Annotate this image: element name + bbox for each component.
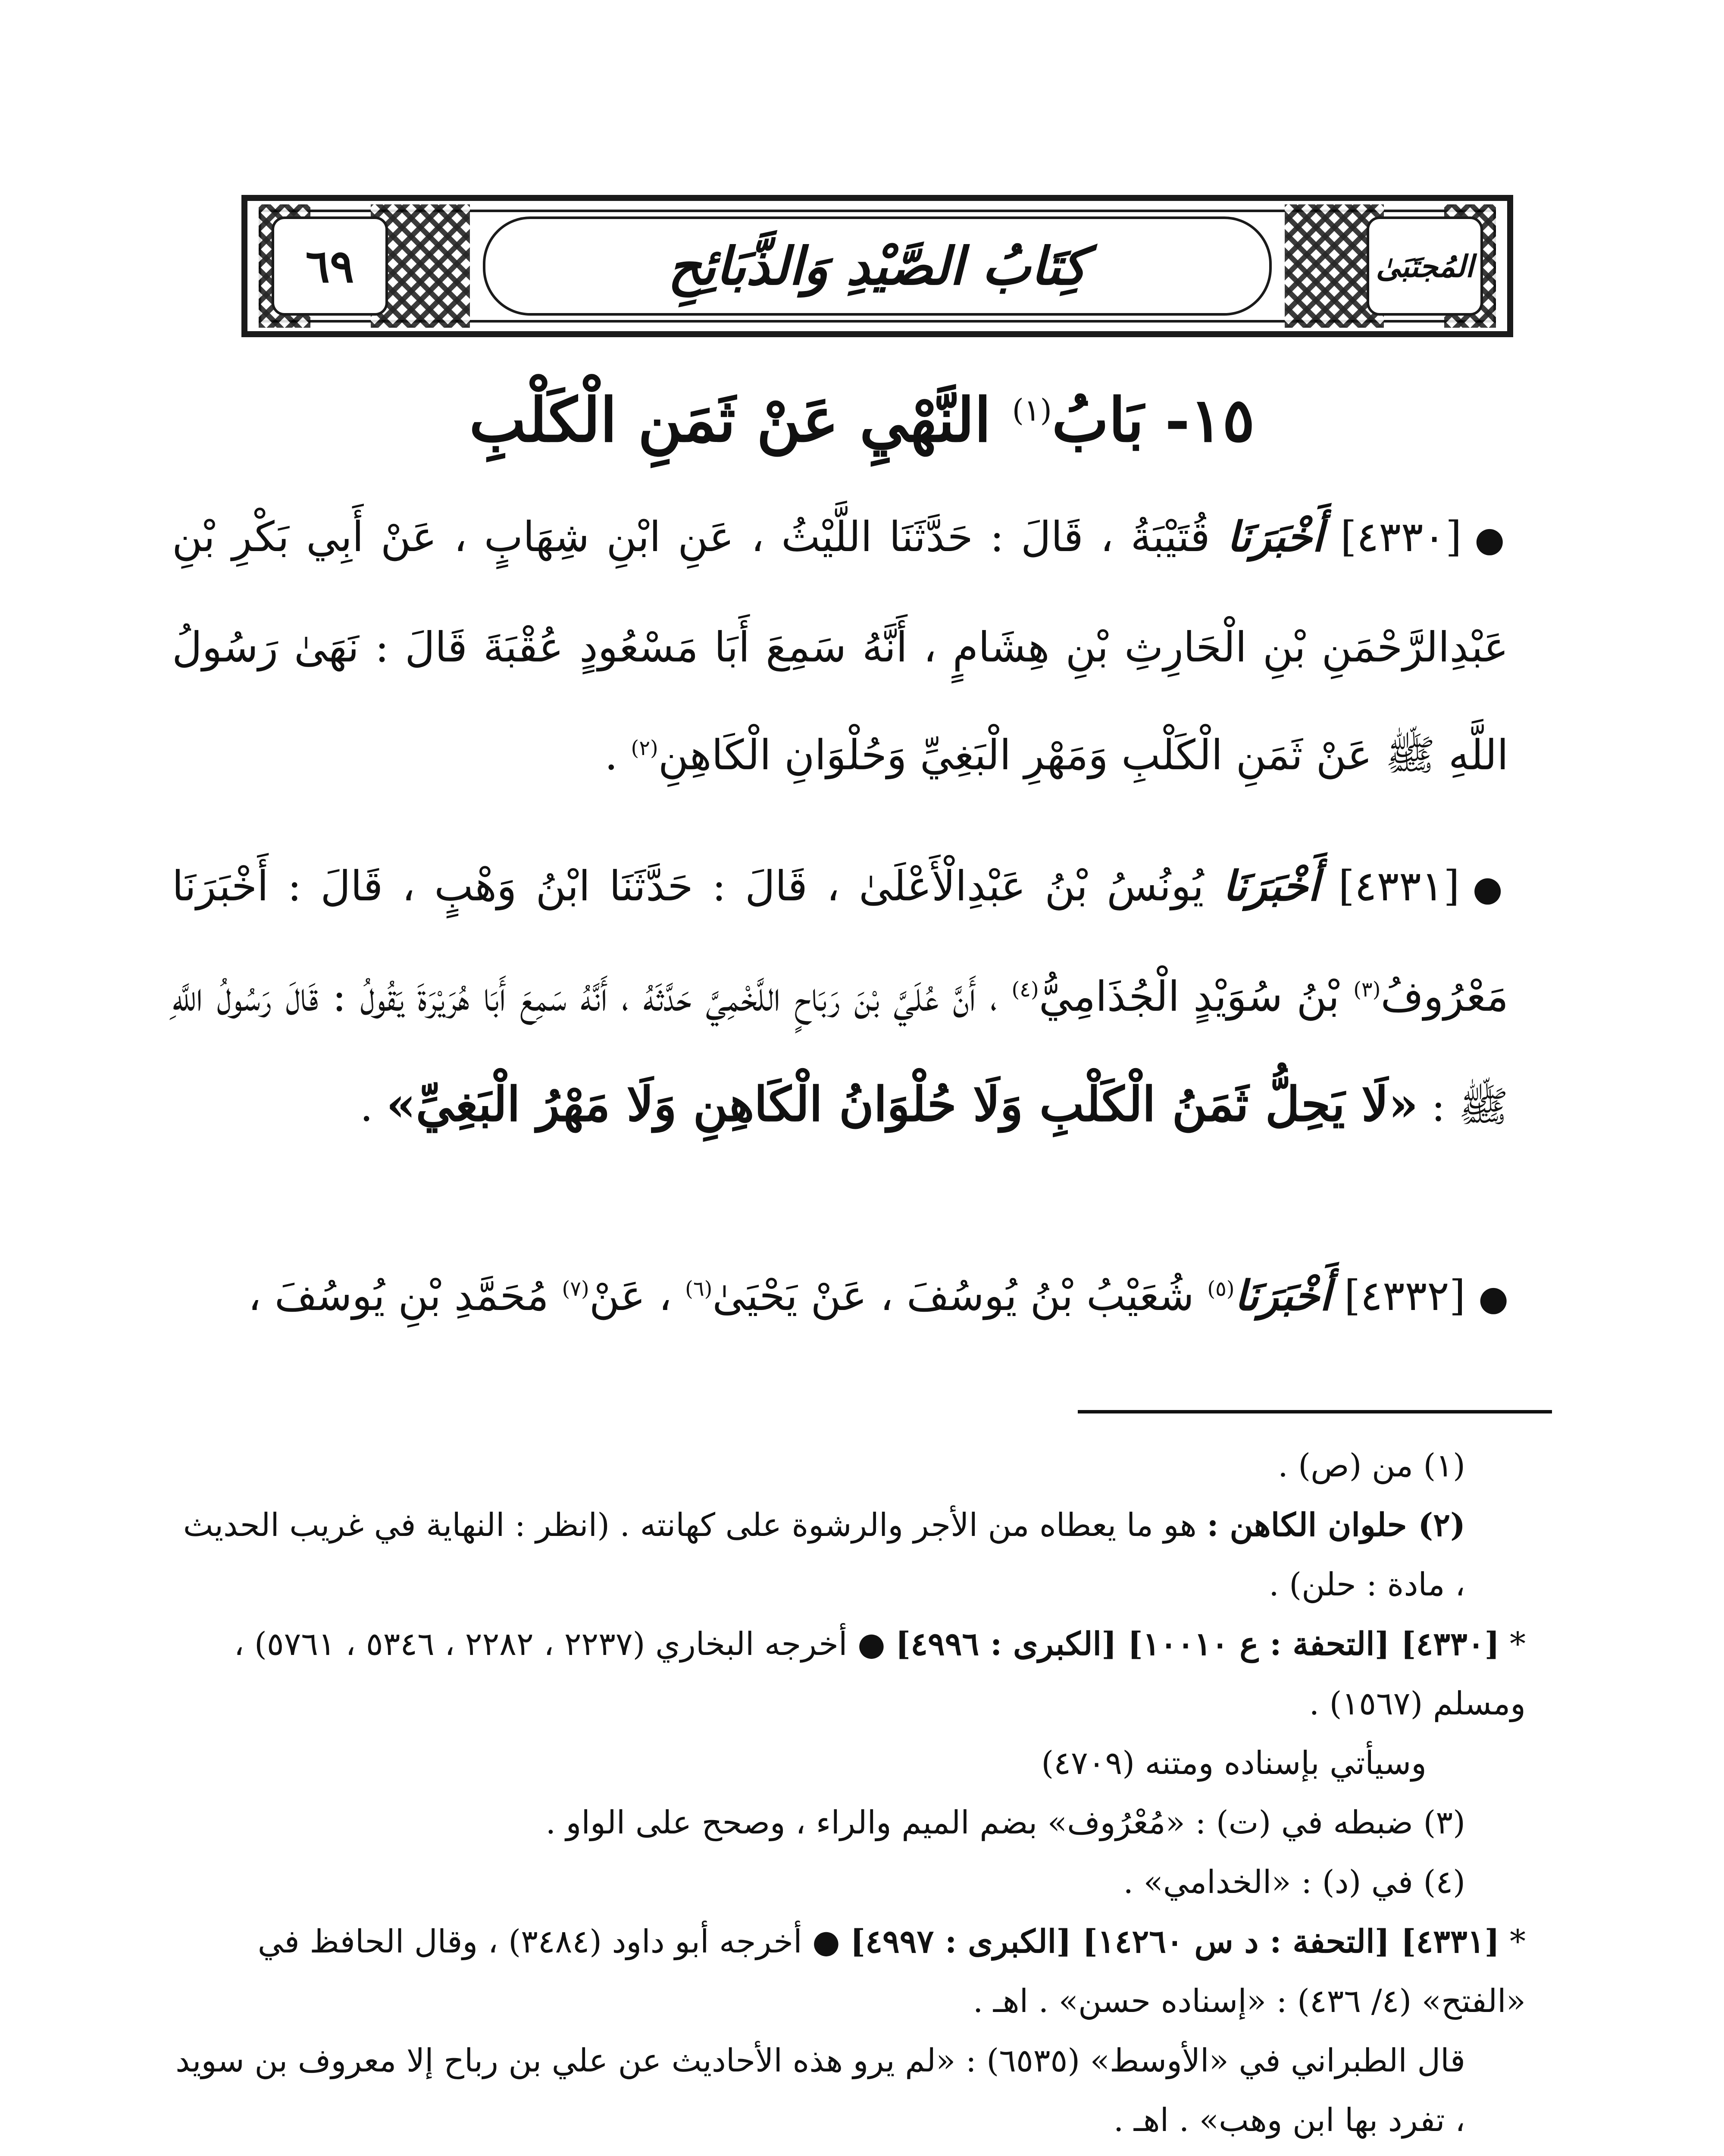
hadith-text: ، أَنَّ عُلَيَّ بْنَ رَبَاحٍ اللَّخْمِيَّ حَدَّثَهُ ، أَنَّهُ سَمِعَ أَبَا هُرَيْرَةَ يَقُولُ : قَالَ رَسُولُ اللَّهِ ﷺ :	[172, 972, 1508, 1131]
series-logo: المُجتَبَىٰ	[1376, 248, 1474, 284]
footnote-5	[1140, 2150, 1465, 2156]
bullet-icon: ●	[1474, 519, 1509, 559]
takhrij-4331-extra: قال الطبراني في «الأوسط» (٦٥٣٥) : «لم يرو هذه الأحاديث عن علي بن رباح إلا معروف بن سويد ، تفرد بها ابن وهب» . اهـ .	[175, 2042, 1465, 2139]
footnote-2-label: (٢) حلوان الكاهن :	[1207, 1507, 1465, 1544]
bullet-icon: ●	[812, 1923, 840, 1960]
footnotes	[163, 1436, 1526, 2156]
prophet-saying: «لَا يَحِلُّ ثَمَنُ الْكَلْبِ وَلَا حُلْوَانُ الْكَاهِنِ وَلَا مَهْرُ الْبَغِيِّ»	[386, 1076, 1418, 1132]
footnote-2-text: هو ما يعطاه من الأجر والرشوة على كهانته . (انظر : النهاية في غريب الحديث ، مادة : حلن) .	[183, 1507, 1465, 1603]
footnote-ref: (٦)	[685, 1277, 713, 1301]
asterisk-icon: *	[1510, 1923, 1526, 1960]
footnote-1: (١) من (ص) .	[1278, 1447, 1465, 1484]
hadith-4332	[172, 1242, 1508, 1352]
takhrij-text: أخرجه البخاري (٢٢٣٧ ، ٢٢٨٢ ، ٥٣٤٦ ، ٥٧٦١) ، ومسلم (١٥٦٧) .	[234, 1626, 1526, 1722]
footnote-4: (٤) في (د) : «الخدامي» .	[1123, 1864, 1465, 1901]
footnote-ref: (٥)	[1207, 1277, 1235, 1301]
page-number: ٦٩	[305, 239, 354, 293]
hadith-opening: أَخْبَرَنَا	[1227, 512, 1324, 561]
series-logo-box	[1367, 216, 1483, 316]
chapter-number: ١٥-	[1165, 385, 1255, 456]
hadith-ending: .	[604, 731, 631, 779]
hadith-text: يُونُسُ بْنُ عَبْدِالْأَعْلَىٰ ، قَالَ : حَدَّثَنَا ابْنُ وَهْبٍ ، قَالَ : أَخْبَرَنَا مَعْرُوفُ	[172, 862, 1509, 1021]
footnote-2	[163, 1495, 1526, 1614]
page-number-box	[272, 216, 388, 316]
hadith-number: [٤٣٣٢]	[1344, 1272, 1466, 1320]
chapter-title	[241, 379, 1483, 461]
footnote-3: (٣) ضبطه في (ت) : «مُعْرُوف» بضم الميم والراء ، وصحح على الواو .	[545, 1804, 1465, 1841]
hadith-number: [٤٣٣٠]	[1340, 513, 1462, 561]
bullet-icon: ●	[857, 1626, 885, 1663]
hadith-text: قُتَيْبَةُ ، قَالَ : حَدَّثَنَا اللَّيْثُ ، عَنِ ابْنِ شِهَابٍ ، عَنْ أَبِي بَكْرِ بْنِ عَبْدِالرَّحْمَنِ بْنِ الْحَارِثِ بْنِ هِشَامٍ ، أَنَّهُ سَمِعَ أَبَا مَسْعُودٍ عُقْبَةَ قَالَ : نَهَىٰ رَسُولُ اللَّهِ ﷺ عَنْ ثَمَنِ الْكَلْبِ وَمَهْرِ الْبَغِيِّ وَحُلْوَانِ الْكَاهِنِ	[172, 513, 1508, 779]
takhrij-refs: [٤٣٣٠] [التحفة : ع ١٠٠١٠] [الكبرى : ٤٩٩٦]	[895, 1626, 1500, 1663]
book-title: كِتَابُ الصَّيْدِ وَالذَّبَائِحِ	[668, 235, 1087, 297]
footnotes-5-6	[163, 2150, 1526, 2156]
hadith-opening: أَخْبَرَنَا	[1223, 862, 1320, 910]
hadith-number: [٤٣٣١]	[1338, 862, 1460, 910]
takhrij-4330	[163, 1614, 1526, 1733]
chapter-word: بَابُ	[1051, 385, 1144, 456]
hadith-text: مُحَمَّدِ بْنِ يُوسُفَ ،	[248, 1272, 562, 1320]
footnote-6	[326, 2150, 882, 2156]
hadith-text: شُعَيْبُ بْنُ يُوسُفَ ، عَنْ يَحْيَىٰ	[712, 1272, 1208, 1320]
hadith-4330	[172, 483, 1508, 809]
footnote-separator	[1078, 1410, 1552, 1413]
footnote-ref: (١)	[1012, 392, 1052, 428]
hadith-ending: .	[360, 1082, 386, 1131]
footnote-ref: (٢)	[631, 736, 658, 760]
takhrij-4331	[163, 1912, 1526, 2031]
hadith-text: بْنُ سُوَيْدٍ الْجُذَامِيُّ	[1039, 972, 1354, 1021]
hadith-opening: أَخْبَرَنَا	[1234, 1271, 1331, 1320]
bullet-icon: ●	[1472, 868, 1509, 909]
footnote-ref: (٤)	[1011, 978, 1039, 1002]
footnote-ref: (٣)	[1353, 978, 1381, 1002]
asterisk-icon: *	[1510, 1626, 1526, 1663]
takhrij-refs: [٤٣٣١] [التحفة : د س ١٤٢٦٠] [الكبرى : ٤٩٩٧]	[850, 1923, 1500, 1960]
chapter-title-text: النَّهْيِ عَنْ ثَمَنِ الْكَلْبِ	[469, 385, 991, 456]
hadith-4331	[172, 832, 1508, 1160]
takhrij-4330-extra: وسيأتي بإسناده ومتنه (٤٧٠٩)	[1041, 1745, 1427, 1782]
bullet-icon: ●	[1478, 1278, 1508, 1318]
header-title-box	[483, 216, 1272, 316]
hadith-text: ، عَنْ	[589, 1272, 685, 1320]
footnote-ref: (٧)	[562, 1277, 589, 1301]
takhrij-text: أخرجه أبو داود (٣٤٨٤) ، وقال الحافظ في «الفتح» (٤/ ٤٣٦) : «إسناده حسن» . اهـ .	[257, 1923, 1526, 2020]
page-header	[241, 195, 1513, 337]
